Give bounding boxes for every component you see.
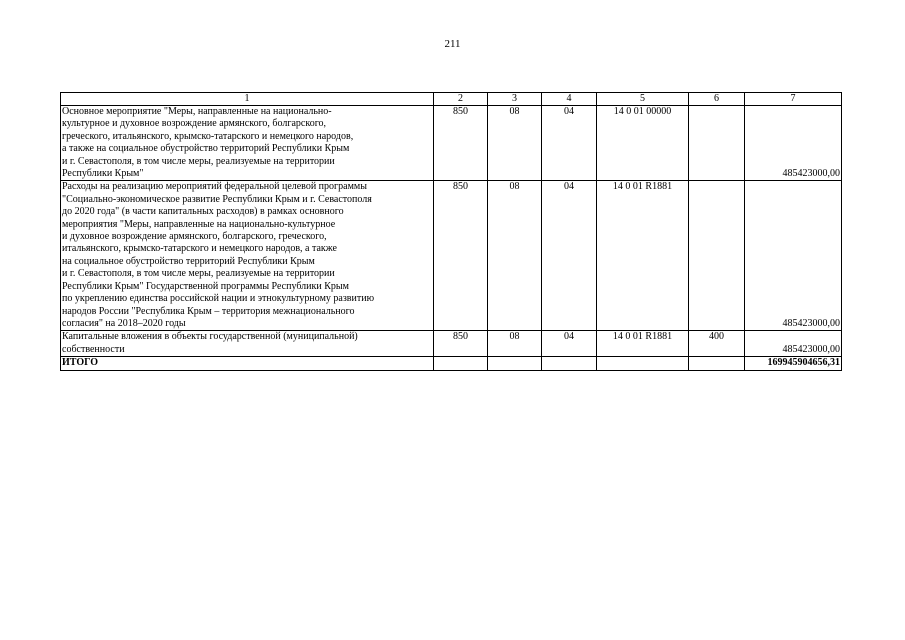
code-cell: 400 (689, 331, 745, 357)
empty-cell (689, 357, 745, 370)
total-label: ИТОГО (61, 357, 434, 370)
row-name-cell (61, 106, 434, 181)
name-line: и г. Севастополя, в том числе меры, реализуемые на территории (62, 268, 335, 280)
empty-cell (542, 357, 597, 370)
name-line: культурное и духовное возрождение армянского, болгарского, (62, 118, 327, 130)
row-name-cell (61, 181, 434, 331)
name-line: и духовное возрождение армянского, болгарского, греческого, (62, 231, 327, 243)
code-cell: 850 (434, 331, 488, 357)
amount-cell: 485423000,00 (745, 106, 842, 181)
name-line: и г. Севастополя, в том числе меры, реализуемые на территории (62, 155, 335, 167)
table-row (61, 181, 842, 331)
name-line: до 2020 года" (в части капитальных расходов) в рамках основного (62, 206, 344, 218)
total-amount: 169945904656,31 (745, 357, 842, 370)
column-header: 6 (689, 93, 745, 106)
name-line: мероприятия "Меры, направленные на национально-культурное (62, 218, 336, 230)
code-cell: 04 (542, 331, 597, 357)
column-header: 7 (745, 93, 842, 106)
amount-cell: 485423000,00 (745, 181, 842, 331)
code-cell: 14 0 01 R1881 (597, 181, 689, 331)
name-line: "Социально-экономическое развитие Республики Крым и г. Севастополя (62, 193, 372, 205)
name-line: на социальное обустройство территорий Республики Крым (62, 255, 315, 267)
name-line: Основное мероприятие "Меры, направленные на национально- (62, 106, 332, 117)
column-header: 1 (61, 93, 434, 106)
table-row (61, 331, 842, 357)
name-line: согласия" на 2018–2020 годы (62, 317, 186, 329)
name-line: Капитальные вложения в объекты государственной (муниципальной) (62, 331, 358, 343)
name-line: по укреплению единства российской нации и этнокультурному развитию (62, 293, 375, 305)
column-header: 4 (542, 93, 597, 106)
column-header: 2 (434, 93, 488, 106)
row-name-cell (61, 331, 434, 357)
name-line: Расходы на реализацию мероприятий федеральной целевой программы (62, 181, 367, 193)
empty-cell (488, 357, 542, 370)
table-header-row (61, 93, 842, 106)
code-cell (689, 106, 745, 181)
name-line: итальянского, крымско-татарского и немецкого народов, а также (62, 243, 337, 255)
column-header: 3 (488, 93, 542, 106)
code-cell: 08 (488, 331, 542, 357)
name-line: Республики Крым" (62, 168, 144, 180)
code-cell (689, 181, 745, 331)
amount-cell: 485423000,00 (745, 331, 842, 357)
code-cell: 08 (488, 106, 542, 181)
name-line: Республики Крым" Государственной программы Республики Крым (62, 280, 349, 292)
empty-cell (597, 357, 689, 370)
column-header: 5 (597, 93, 689, 106)
code-cell: 04 (542, 106, 597, 181)
code-cell: 14 0 01 R1881 (597, 331, 689, 357)
empty-cell (434, 357, 488, 370)
budget-table (60, 92, 842, 371)
code-cell: 850 (434, 106, 488, 181)
code-cell: 850 (434, 181, 488, 331)
name-line: собственности (62, 343, 125, 355)
total-row (61, 357, 842, 370)
name-line: а также на социальное обустройство территорий Республики Крым (62, 143, 350, 155)
name-line: греческого, итальянского, крымско-татарского и немецкого народов, (62, 130, 354, 142)
page-number: 211 (444, 38, 461, 50)
code-cell: 14 0 01 00000 (597, 106, 689, 181)
table-row (61, 106, 842, 181)
code-cell: 08 (488, 181, 542, 331)
name-line: народов России "Республика Крым – территория межнационального (62, 305, 355, 317)
code-cell: 04 (542, 181, 597, 331)
